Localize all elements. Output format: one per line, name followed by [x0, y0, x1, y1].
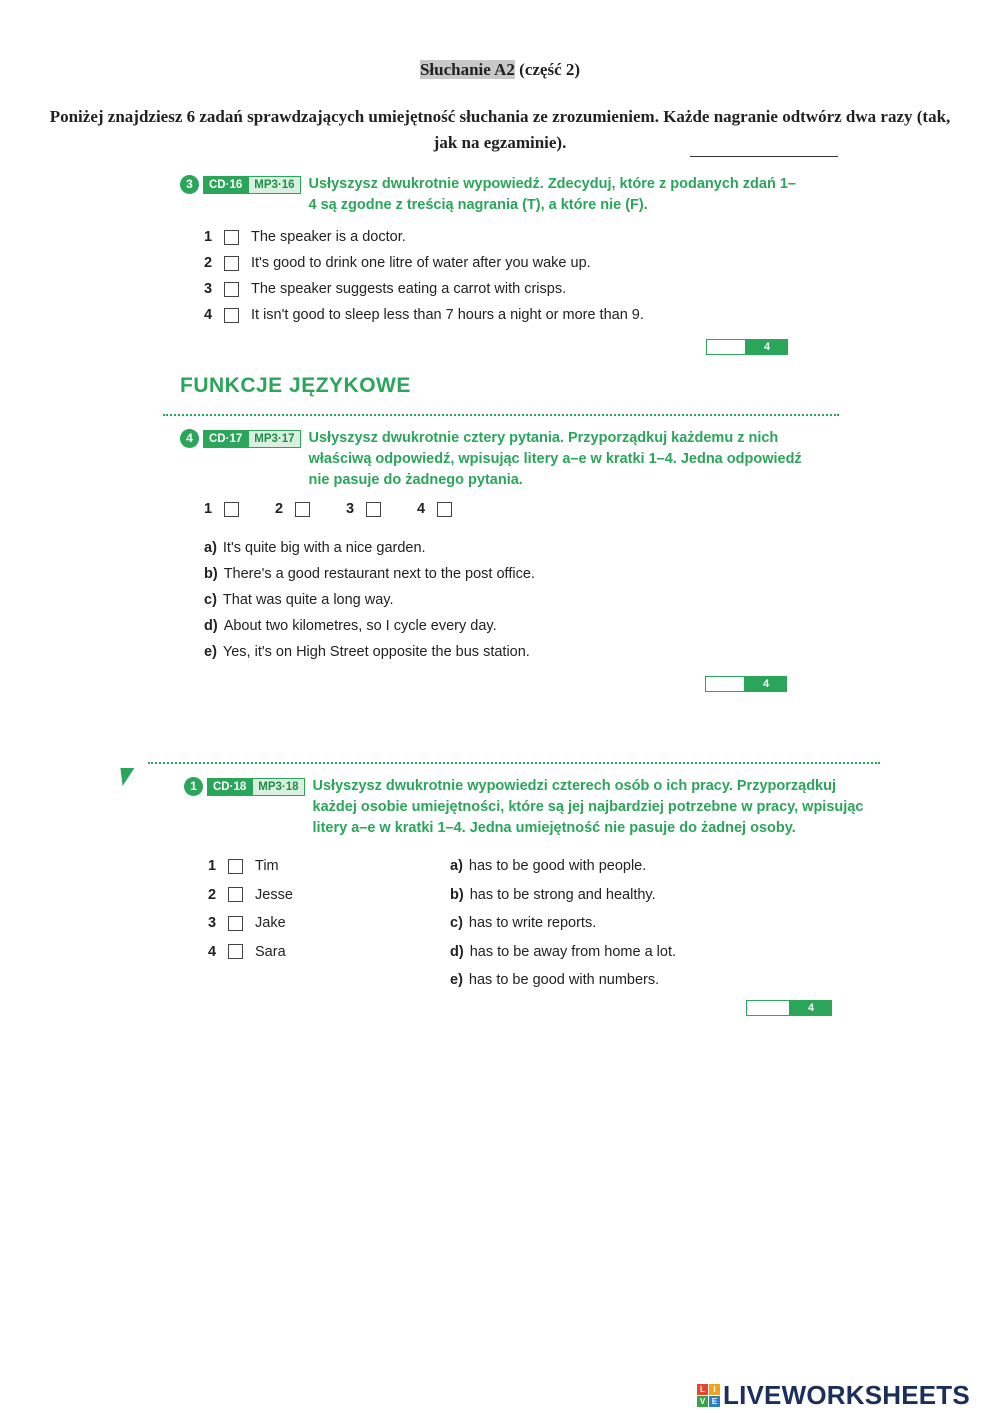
mp3-track-badge: MP3·17 [248, 430, 300, 448]
statement-row [204, 224, 644, 250]
exercise-number-badge: 4 [180, 429, 199, 448]
skill-option [450, 966, 676, 995]
statement-number: 2 [204, 255, 213, 271]
option-letter: c) [204, 592, 217, 608]
exercise-3-score-box [706, 339, 788, 355]
section-heading: FUNKCJE JĘZYKOWE [180, 374, 411, 397]
option-letter: a) [204, 540, 217, 556]
statement-row [204, 250, 644, 276]
option-letter: e) [450, 972, 463, 989]
statement-number: 1 [204, 229, 213, 245]
answer-checkbox[interactable] [224, 230, 239, 245]
option-text: That was quite a long way. [222, 592, 394, 608]
answer-checkbox[interactable] [228, 887, 243, 902]
person-number: 2 [208, 886, 217, 903]
answer-checkbox[interactable] [228, 916, 243, 931]
answer-checkbox[interactable] [228, 859, 243, 874]
logo-text: LIVEWORKSHEETS [723, 1380, 970, 1410]
exercise-4-answers [204, 535, 535, 665]
answer-option [204, 561, 535, 587]
exercise-instruction: Usłyszysz dwukrotnie wypowiedź. Zdecyduj, które z podanych zdań 1–4 są zgodne z treścią nagrania (T), a które nie (F). [308, 176, 796, 213]
answer-checkbox[interactable] [224, 282, 239, 297]
exercise-1-skills [450, 852, 676, 995]
option-text: has to be strong and healthy. [469, 886, 656, 903]
skill-option [450, 852, 676, 881]
option-letter: e) [204, 644, 217, 660]
answer-checkbox[interactable] [224, 308, 239, 323]
question-number: 3 [346, 501, 355, 517]
option-letter: a) [450, 858, 463, 875]
section-divider [148, 762, 880, 764]
statement-number: 3 [204, 281, 213, 297]
person-row [208, 909, 293, 938]
logo-mark-icon [697, 1384, 720, 1407]
intro-text: Poniżej znajdziesz 6 zadań sprawdzających umiejętność słuchania ze zrozumieniem. Każde nagranie odtwórz dwa razy (tak, jak na egzaminie). [49, 107, 951, 152]
exercise-1-header [184, 776, 864, 839]
score-max: 4 [790, 1000, 832, 1016]
skill-option [450, 909, 676, 938]
logo-mark-letter: L [697, 1384, 708, 1395]
question-number: 4 [417, 501, 426, 517]
option-letter: b) [204, 566, 218, 582]
exercise-number-badge: 1 [184, 777, 203, 796]
person-row [208, 938, 293, 967]
page-title [0, 60, 1000, 80]
logo-mark-letter: E [709, 1396, 720, 1407]
question-number: 2 [275, 501, 284, 517]
exercise-4-header [180, 428, 820, 491]
exercise-1-score-box [746, 1000, 832, 1016]
score-input-area[interactable] [705, 676, 745, 692]
page-title-rest: (część 2) [514, 60, 581, 79]
person-name: Jake [255, 915, 286, 932]
answer-box-group [204, 496, 239, 522]
statement-row [204, 276, 644, 302]
option-text: has to be good with people. [468, 858, 647, 875]
answer-checkbox[interactable] [295, 502, 310, 517]
exercise-number-badge: 3 [180, 175, 199, 194]
exercise-4-answer-boxes [204, 496, 452, 522]
person-number: 4 [208, 943, 217, 960]
section-marker-icon [116, 768, 135, 786]
cd-track-badge: CD·17 [203, 430, 248, 448]
answer-option [204, 587, 535, 613]
statement-row [204, 302, 644, 328]
person-name: Jesse [255, 886, 293, 903]
option-letter: d) [204, 618, 218, 634]
answer-option [204, 535, 535, 561]
answer-checkbox[interactable] [228, 944, 243, 959]
logo-mark-letter: I [709, 1384, 720, 1395]
cd-track-badge: CD·18 [207, 778, 252, 796]
statement-number: 4 [204, 307, 213, 323]
person-row [208, 881, 293, 910]
answer-checkbox[interactable] [224, 256, 239, 271]
skill-option [450, 938, 676, 967]
option-text: There's a good restaurant next to the post office. [223, 566, 535, 582]
person-name: Sara [255, 943, 286, 960]
answer-option [204, 639, 535, 665]
score-input-area[interactable] [746, 1000, 790, 1016]
statement-text: It isn't good to sleep less than 7 hours a night or more than 9. [251, 307, 644, 323]
score-input-area[interactable] [706, 339, 746, 355]
statement-text: The speaker suggests eating a carrot with crisps. [251, 281, 567, 297]
skill-option [450, 881, 676, 910]
person-number: 3 [208, 915, 217, 932]
option-letter: c) [450, 915, 463, 932]
person-name: Tim [255, 858, 279, 875]
liveworksheets-logo [697, 1380, 970, 1411]
question-number: 1 [204, 501, 213, 517]
option-letter: d) [450, 943, 464, 960]
option-text: It's quite big with a nice garden. [222, 540, 426, 556]
section-divider [163, 414, 839, 416]
person-row [208, 852, 293, 881]
exercise-instruction: Usłyszysz dwukrotnie cztery pytania. Przyporządkuj każdemu z nich właściwą odpowiedź, wpisując litery a–e w kratki 1–4. Jedna odpowiedź nie pasuje do żadnego pytania. [308, 430, 802, 488]
option-letter: b) [450, 886, 464, 903]
answer-option [204, 613, 535, 639]
answer-checkbox[interactable] [437, 502, 452, 517]
answer-box-group [346, 496, 381, 522]
answer-checkbox[interactable] [224, 502, 239, 517]
exercise-3-statements [204, 224, 644, 328]
score-max: 4 [745, 676, 787, 692]
person-number: 1 [208, 858, 217, 875]
cd-track-badge: CD·16 [203, 176, 248, 194]
option-text: Yes, it's on High Street opposite the bus station. [222, 644, 530, 660]
exercise-1-people [208, 852, 293, 966]
answer-box-group [417, 496, 452, 522]
option-text: has to write reports. [468, 915, 597, 932]
exercise-instruction: Usłyszysz dwukrotnie wypowiedzi czterech osób o ich pracy. Przyporządkuj każdej osobie umiejętności, które są jej najbardziej potrzebne w pracy, wpisując litery a–e w kratki 1–4. Jedna umiejętność nie pasuje do żadnej osoby. [312, 778, 864, 836]
option-text: has to be good with numbers. [468, 972, 660, 989]
mp3-track-badge: MP3·16 [248, 176, 300, 194]
option-text: About two kilometres, so I cycle every day. [223, 618, 497, 634]
exercise-4-score-box [705, 676, 787, 692]
answer-checkbox[interactable] [366, 502, 381, 517]
exercise-3-header [180, 174, 800, 216]
statement-text: The speaker is a doctor. [251, 229, 406, 245]
option-text: has to be away from home a lot. [469, 943, 677, 960]
page-title-highlight: Słuchanie A2 [419, 60, 515, 79]
score-max: 4 [746, 339, 788, 355]
intro-underline [690, 156, 838, 157]
answer-box-group [275, 496, 310, 522]
mp3-track-badge: MP3·18 [252, 778, 304, 796]
logo-mark-letter: V [697, 1396, 708, 1407]
statement-text: It's good to drink one litre of water after you wake up. [251, 255, 591, 271]
